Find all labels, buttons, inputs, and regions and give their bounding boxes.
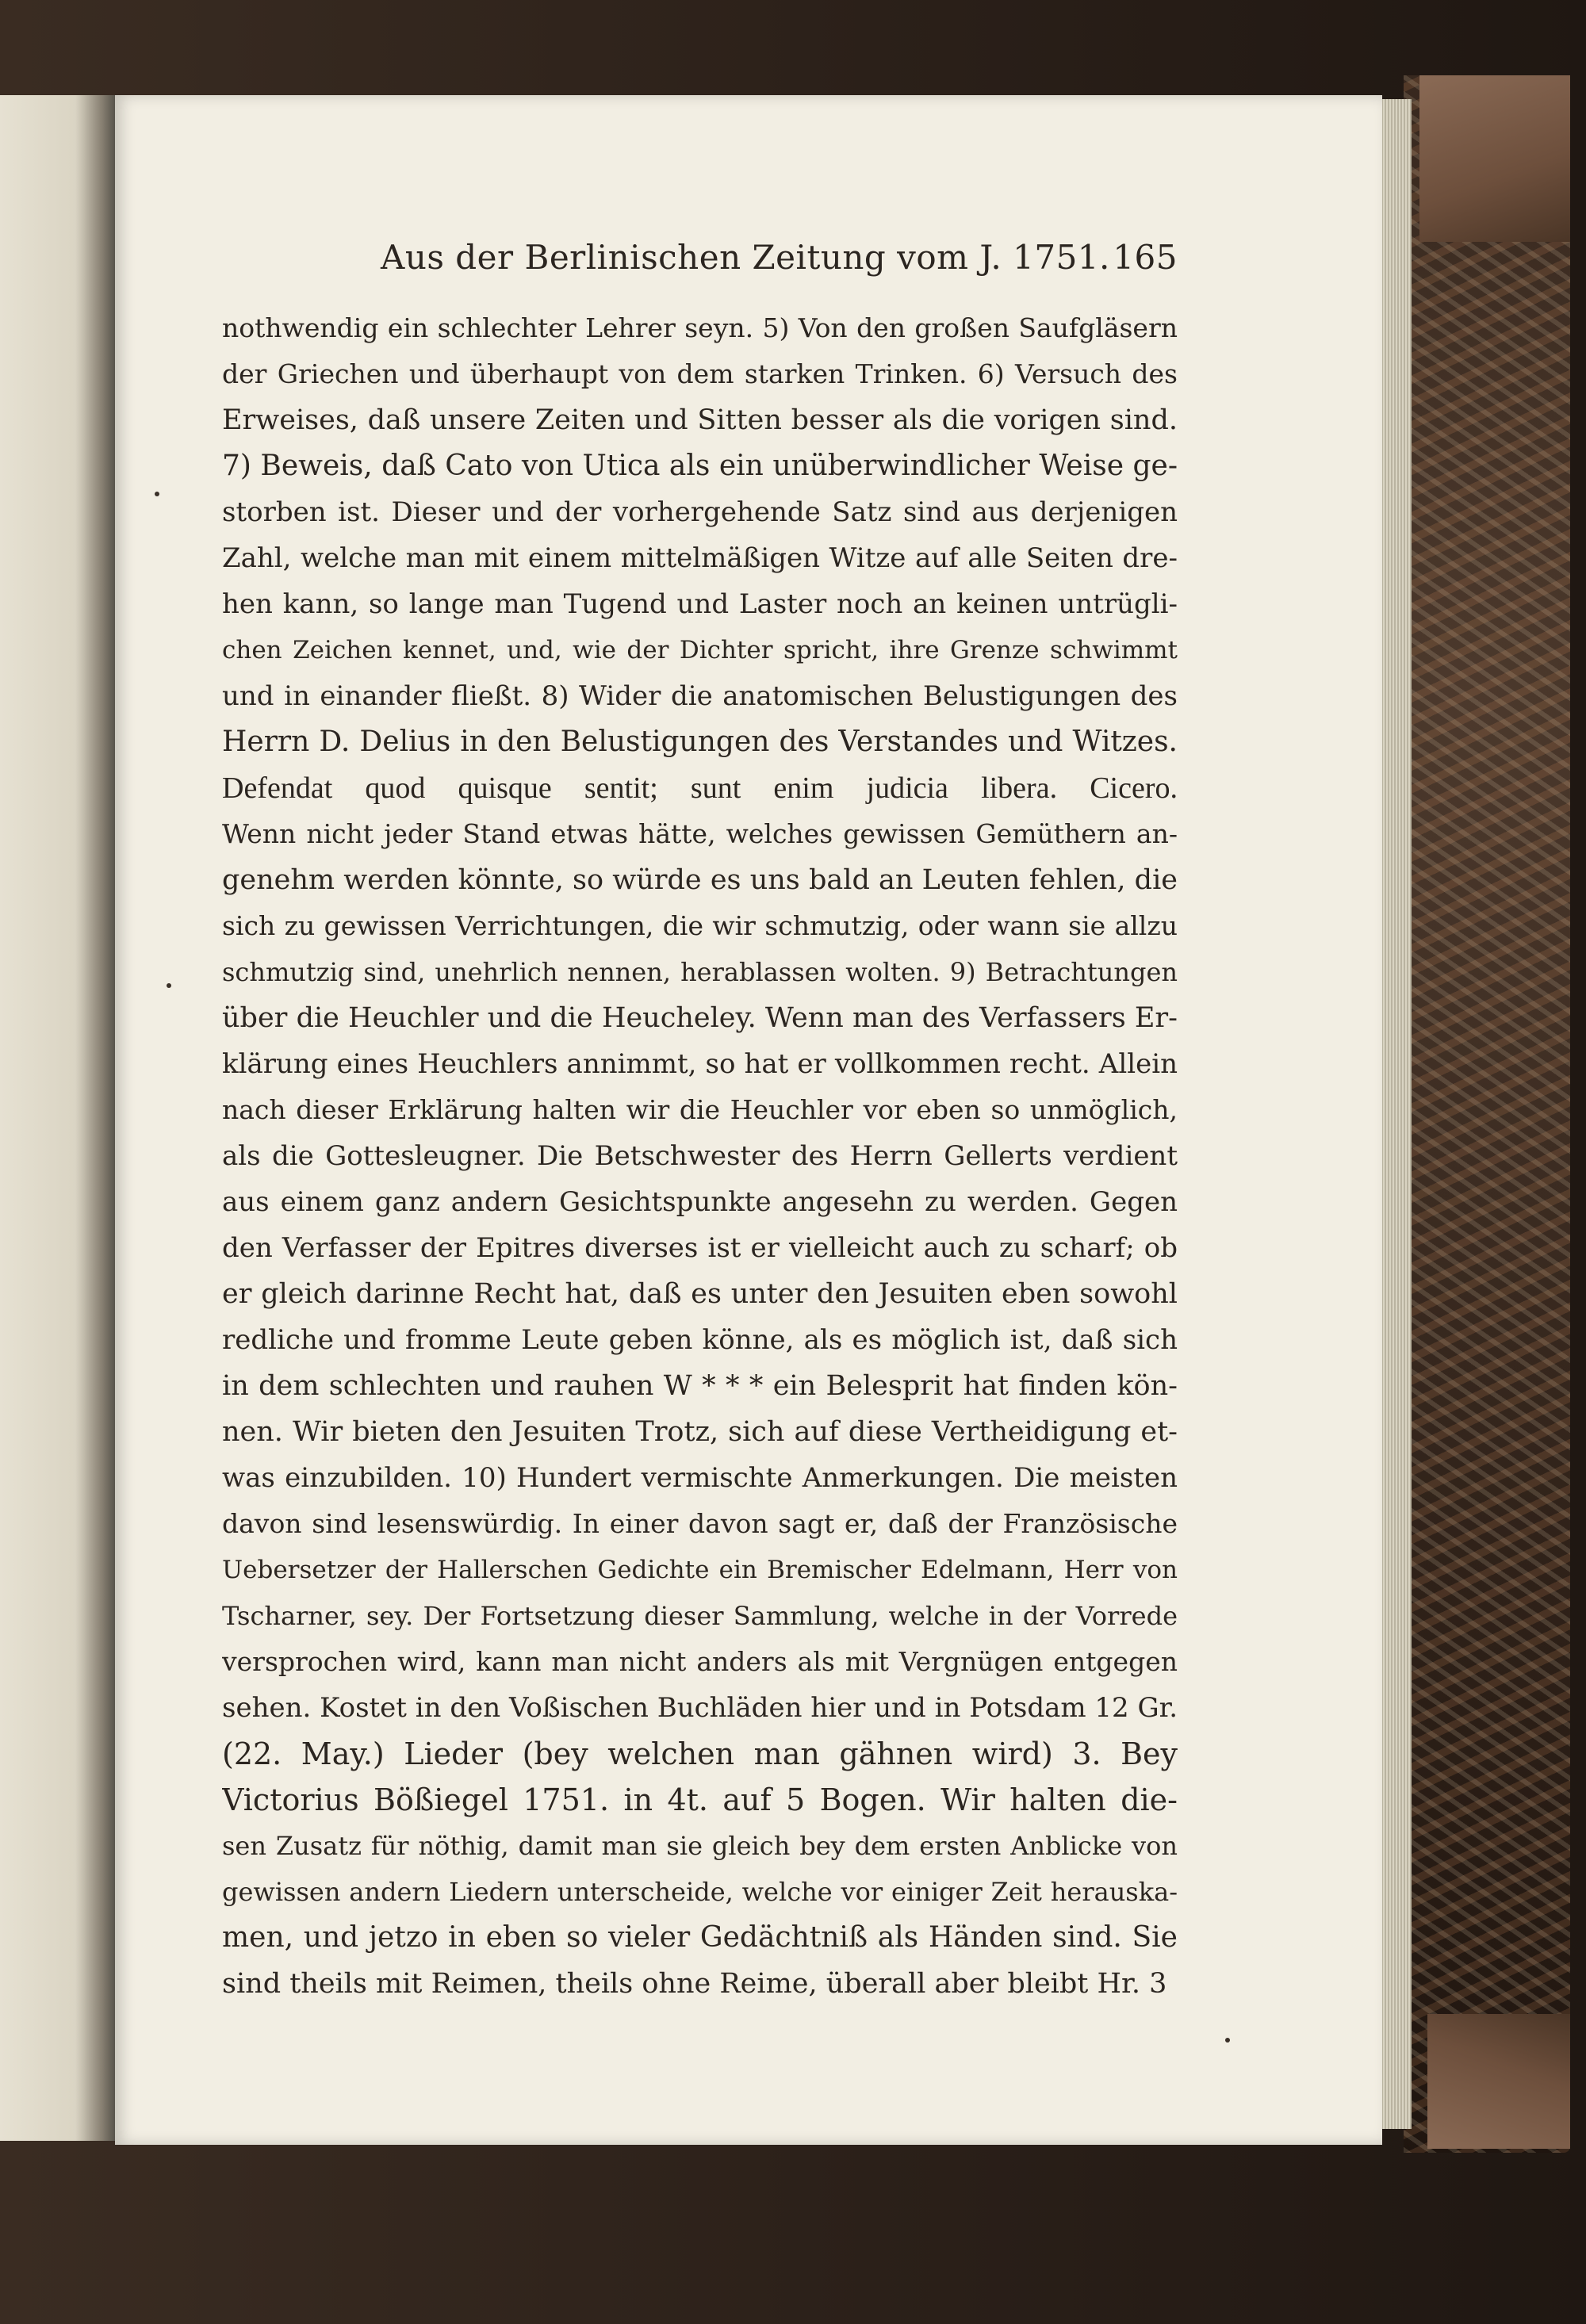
text-line: nothwendig ein schlechter Lehrer seyn. 5) Von den großen Saufgläsern [222, 312, 1178, 343]
text-line: der Griechen und überhaupt von dem starken Trinken. 6) Versuch des [222, 358, 1178, 389]
leather-corner-bottom [1427, 2014, 1570, 2149]
leather-corner-top [1419, 75, 1570, 242]
page-number: 165 [1113, 238, 1178, 277]
text-line: gewissen andern Liedern unterscheide, welche vor einiger Zeit herauska- [222, 1877, 1178, 1907]
text-line: klärung eines Heuchlers annimmt, so hat er vollkommen recht. Allein [222, 1048, 1178, 1080]
body-text [222, 305, 1178, 2007]
text-line: men, und jetzo in eben so vieler Gedächtniß als Händen sind. Sie [222, 1921, 1178, 1954]
text-line: nach dieser Erklärung halten wir die Heuchler vor eben so unmöglich, [222, 1094, 1178, 1125]
page-header [266, 238, 1178, 285]
text-line: Wenn nicht jeder Stand etwas hätte, welches gewissen Gemüthern an- [222, 818, 1178, 849]
text-line: schmutzig sind, unehrlich nennen, herablassen wolten. 9) Betrachtungen [222, 957, 1178, 987]
text-line: in dem schlechten und rauhen W * * * ein Belesprit hat finden kön- [222, 1370, 1178, 1402]
latin-quote-line: Defendat quod quisque sentit; sunt enim judicia libera. Cicero. [222, 771, 1178, 805]
book-gutter [75, 95, 119, 2141]
running-title: Aus der Berlinischen Zeitung vom J. 1751. [381, 238, 1110, 277]
text-line: hen kann, so lange man Tugend und Laster noch an keinen untrügli- [222, 588, 1178, 620]
text-line: sehen. Kostet in den Voßischen Buchläden hier und in Potsdam 12 Gr. [222, 1692, 1178, 1724]
text-line: Zahl, welche man mit einem mittelmäßigen Witze auf alle Seiten dre- [222, 542, 1178, 574]
text-line: als die Gottesleugner. Die Betschwester des Herrn Gellerts verdient [222, 1140, 1178, 1172]
text-line: davon sind lesenswürdig. In einer davon sagt er, daß der Französische [222, 1508, 1178, 1539]
marbled-back-cover [1404, 75, 1570, 2153]
text-line: den Verfasser der Epitres diverses ist er vielleicht auch zu scharf; ob [222, 1232, 1178, 1264]
text-line: Uebersetzer der Hallerschen Gedichte ein Bremischer Edelmann, Herr von [222, 1556, 1178, 1584]
text-line: und in einander fließt. 8) Wider die anatomischen Belustigungen des [222, 680, 1178, 712]
text-line: aus einem ganz andern Gesichtspunkte angesehn zu werden. Gegen [222, 1186, 1178, 1218]
text-line: Victorius Bößiegel 1751. in 4t. auf 5 Bogen. Wir halten die- [222, 1782, 1178, 1817]
text-line: redliche und fromme Leute geben könne, als es möglich ist, daß sich [222, 1324, 1178, 1356]
text-line: (22. May.) Lieder (bey welchen man gähnen wird) 3. Bey [222, 1736, 1178, 1771]
text-line: versprochen wird, kann man nicht anders als mit Vergnügen entgegen [222, 1646, 1178, 1677]
text-line: Tscharner, sey. Der Fortsetzung dieser Sammlung, welche in der Vorrede [222, 1601, 1178, 1631]
text-line: 7) Beweis, daß Cato von Utica als ein unüberwindlicher Weise ge- [222, 450, 1178, 482]
margin-speck [1225, 2038, 1230, 2043]
text-line: genehm werden könnte, so würde es uns bald an Leuten fehlen, die [222, 864, 1178, 896]
page-edges [1380, 99, 1412, 2129]
text-line: Erweises, daß unsere Zeiten und Sitten besser als die vorigen sind. [222, 404, 1178, 436]
text-line: über die Heuchler und die Heucheley. Wenn man des Verfassers Er- [222, 1002, 1178, 1034]
text-line: sich zu gewissen Verrichtungen, die wir schmutzig, oder wann sie allzu [222, 910, 1178, 941]
text-line: Herrn D. Delius in den Belustigungen des Verstandes und Witzes. [222, 726, 1178, 758]
text-line: was einzubilden. 10) Hundert vermischte Anmerkungen. Die meisten [222, 1462, 1178, 1494]
margin-speck [155, 492, 159, 496]
text-line: er gleich darinne Recht hat, daß es unter den Jesuiten eben sowohl [222, 1278, 1178, 1310]
text-line: sind theils mit Reimen, theils ohne Reime, überall aber bleibt Hr. 3 [222, 1968, 1167, 2000]
margin-speck [167, 983, 171, 988]
text-line: chen Zeichen kennet, und, wie der Dichter spricht, ihre Grenze schwimmt [222, 636, 1178, 664]
text-line: nen. Wir bieten den Jesuiten Trotz, sich auf diese Vertheidigung et- [222, 1416, 1178, 1448]
text-line: sen Zusatz für nöthig, damit man sie gleich bey dem ersten Anblicke von [222, 1831, 1178, 1861]
text-line: storben ist. Dieser und der vorhergehende Satz sind aus derjenigen [222, 496, 1178, 528]
